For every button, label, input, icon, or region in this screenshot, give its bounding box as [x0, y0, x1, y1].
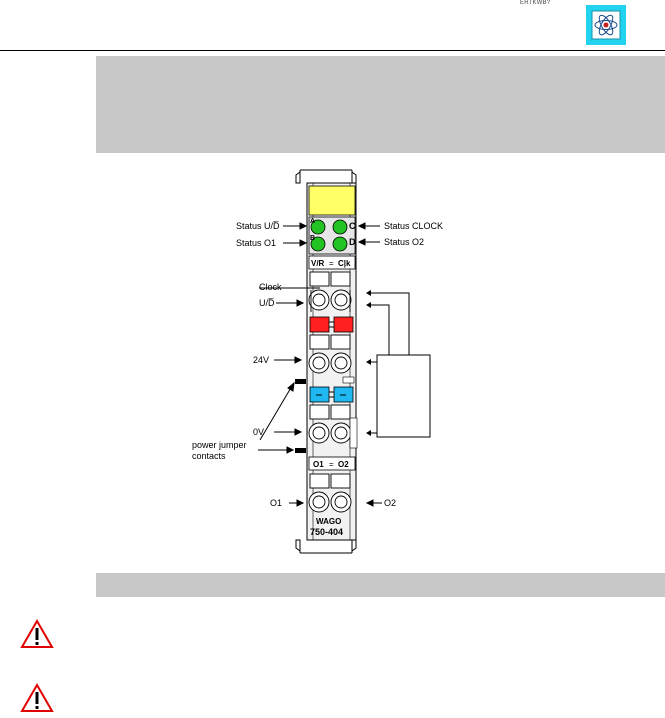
led-c: [333, 220, 347, 234]
red-contact-right: [334, 317, 353, 332]
label-power-jumper-2: contacts: [192, 451, 226, 461]
jumper-contact-upper: [295, 379, 306, 384]
label-sep-top: =: [329, 259, 334, 268]
label-o2-out: O2: [384, 498, 397, 508]
label-o1-out: O1: [270, 498, 283, 508]
label-o2: O2: [338, 460, 349, 469]
header-tag: ERTKWB?: [520, 0, 551, 6]
label-0v: 0V: [253, 427, 265, 437]
warning-triangle-icon: [20, 683, 54, 713]
led-letter-a: A: [310, 218, 316, 225]
label-status-ud: Status U/D̅: [236, 221, 280, 231]
brand-label: WAGO: [316, 517, 342, 526]
led-d: [333, 237, 347, 251]
sensor-box: [377, 355, 430, 437]
label-power-jumper-1: power jumper: [192, 440, 247, 450]
label-status-clock: Status CLOCK: [384, 221, 444, 231]
label-clk: C|k: [338, 259, 351, 268]
label-ud: U/D̅: [259, 298, 275, 308]
label-vr: V/R: [311, 259, 325, 268]
jumper-contact-lower: [295, 448, 306, 453]
label-sep-bottom: =: [329, 460, 334, 469]
label-clock: Clock: [259, 282, 282, 292]
rail-clip-bottom: [296, 540, 356, 553]
led-letter-b: B: [310, 235, 316, 242]
led-letter-c: C: [349, 221, 356, 231]
label-status-o2: Status O2: [384, 237, 425, 247]
label-24v: 24V: [253, 355, 270, 365]
wiring: [369, 293, 430, 437]
label-status-o1: Status O1: [236, 238, 277, 248]
rail-clip-top: [296, 170, 356, 183]
led-letter-d: D: [349, 237, 356, 247]
yellow-label-panel: [309, 186, 355, 215]
red-contact-left: [310, 317, 329, 332]
label-o1: O1: [313, 460, 324, 469]
model-label: 750-404: [310, 527, 344, 537]
warning-triangle-icon: [20, 619, 54, 649]
